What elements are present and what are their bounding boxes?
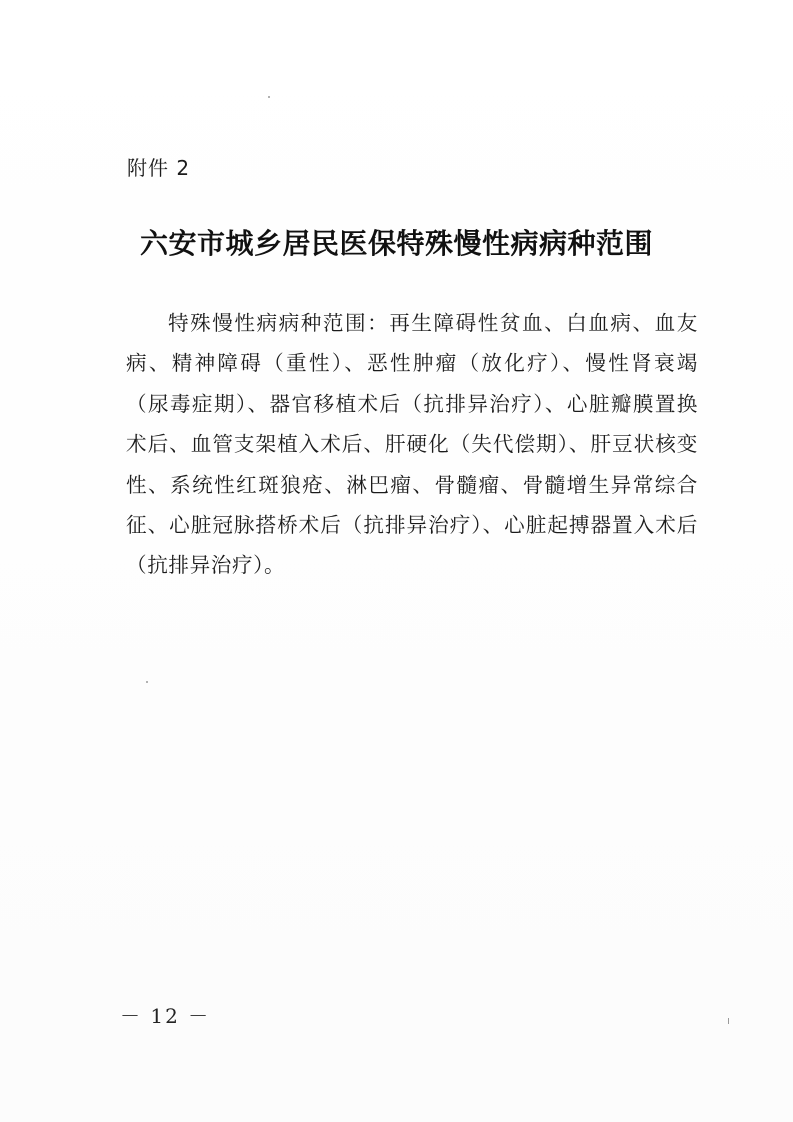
attachment-label: 附件 2: [127, 156, 191, 180]
scan-speck: [728, 1018, 729, 1024]
page-number: － 12 －: [120, 1004, 211, 1028]
body-paragraph: 特殊慢性病病种范围：再生障碍性贫血、白血病、血友病、精神障碍（重性）、恶性肿瘤（放化疗）、慢性肾衰竭（尿毒症期）、器官移植术后（抗排异治疗）、心脏瓣膜置换术后、血管支架植入术后、肝硬化（失代偿期）、肝豆状核变性、系统性红斑狼疮、淋巴瘤、骨髓瘤、骨髓增生异常综合征、心脏冠脉搭桥术后（抗排异治疗）、心脏起搏器置入术后（抗排异治疗）。: [126, 311, 698, 578]
scan-speck: [146, 681, 148, 683]
scan-speck: [268, 96, 270, 98]
document-title: 六安市城乡居民医保特殊慢性病病种范围: [139, 227, 653, 260]
